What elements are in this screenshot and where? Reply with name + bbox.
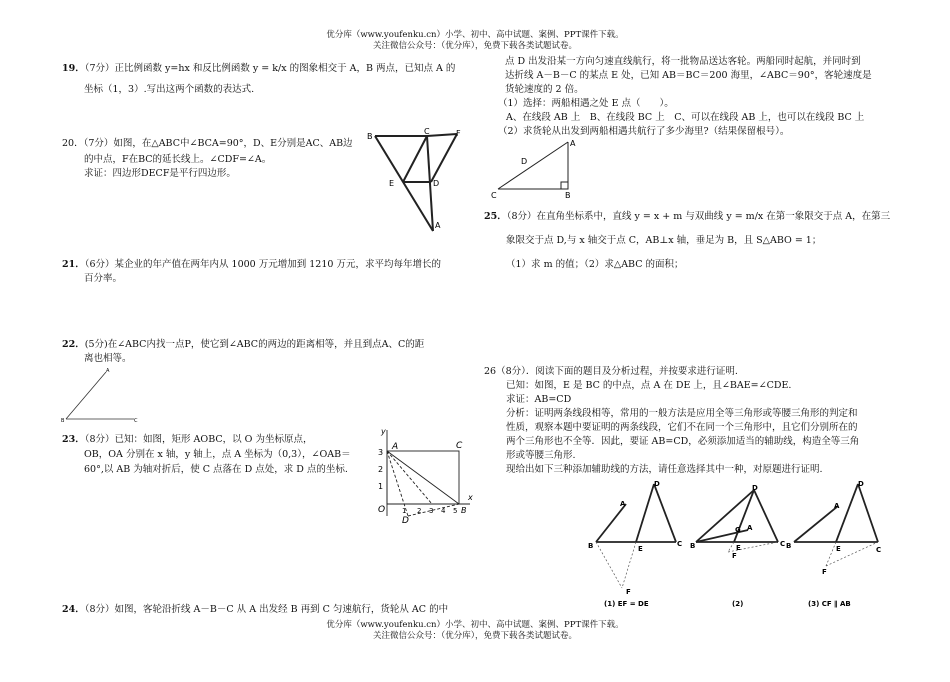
label-E: E bbox=[389, 179, 395, 188]
subquestion-1: （1）选择：两船相遇之处 E 点（ ）。 bbox=[498, 98, 674, 109]
axis-y-label: y bbox=[381, 427, 386, 436]
fig3-label-D: D bbox=[858, 480, 864, 488]
task-instruction: 现给出如下三种添加辅助线的方法，请任意选择其中一种，对原题进行证明. bbox=[506, 464, 823, 475]
fig2-label-E: E bbox=[736, 544, 741, 552]
label-C: C bbox=[134, 418, 138, 424]
tick-x-5: 5 bbox=[453, 507, 458, 515]
fig1-label-A: A bbox=[620, 500, 626, 508]
label-C: C bbox=[491, 191, 497, 200]
header-line-2: 关注微信公众号：（优分库），免费下载各类试题试卷。 bbox=[372, 41, 577, 51]
fig2-label-A: A bbox=[747, 524, 753, 532]
question-text-cont: 坐标（1，3）.写出这两个函数的表达式. bbox=[84, 84, 255, 95]
tick-x-3: 3 bbox=[429, 507, 434, 515]
question-21 bbox=[62, 258, 482, 286]
analysis-line-1: 分析：证明两条线段相等，常用的一般方法是应用全等三角形或等腰三角形的判定和 bbox=[506, 408, 858, 419]
question-text: （7分）如图，在△ABC中∠BCA=90°，D、E分别是AC、AB边 bbox=[83, 138, 353, 149]
label-C: C bbox=[424, 128, 430, 136]
question-text-cont: 象限交于点 D,与 x 轴交于点 C，AB⊥x 轴，垂足为 B，且 S△ABO = 1； bbox=[506, 235, 822, 246]
question-text-cont: 求证：四边形DECF是平行四边形。 bbox=[84, 168, 236, 179]
fig1-label-D: D bbox=[654, 480, 660, 488]
fig1-caption: (1) EF = DE bbox=[604, 600, 649, 608]
fig1-label-F: F bbox=[626, 588, 631, 596]
axis-x-label: x bbox=[468, 493, 473, 502]
question-text-cont: 60°,以 AB 为轴对折后，使 C 点落在 D 点处，求 D 点的坐标. bbox=[84, 464, 348, 475]
question-text: (5分)在∠ABC内找一点P，使它到∠ABC的两边的距离相等，并且到点A、C的距 bbox=[84, 339, 425, 350]
question-24-continued bbox=[505, 55, 905, 97]
fig3-caption: (3) CF ∥ AB bbox=[808, 600, 851, 608]
figure-1 bbox=[596, 484, 676, 542]
question-text-cont: 达折线 A－B－C 的某点 E 处，已知 AB＝BC＝200 海里，∠ABC＝90°，客轮速度是 bbox=[505, 70, 872, 81]
fig3-label-C: C bbox=[876, 546, 882, 554]
question-19 bbox=[62, 62, 482, 97]
label-D: D bbox=[521, 157, 528, 166]
analysis-line-4: 形或等腰三角形. bbox=[506, 450, 576, 461]
question-text-cont: 货轮速度的 2 倍。 bbox=[505, 84, 584, 95]
label-D: D bbox=[433, 179, 440, 188]
question-25 bbox=[484, 210, 914, 272]
tick-y-1: 1 bbox=[378, 482, 384, 491]
question-number: 19． bbox=[62, 63, 85, 74]
analysis-line-2: 性质，观察本题中要证明的两条线段，它们不在同一个三角形中，且它们分别所在的 bbox=[506, 422, 858, 433]
q22-angle-figure bbox=[58, 364, 148, 426]
fig3-label-A: A bbox=[834, 502, 840, 510]
tick-x-1: 1 bbox=[402, 507, 407, 515]
known-condition: 已知：如图，E 是 BC 的中点，点 A 在 DE 上，且∠BAE=∠CDE. bbox=[506, 380, 792, 391]
figure-2 bbox=[696, 490, 778, 542]
question-text: （8分）在直角坐标系中，直线 y = x + m 与双曲线 y = m/x 在第一象限交于点 A，在第三 bbox=[506, 211, 891, 222]
label-O: O bbox=[378, 505, 386, 515]
question-text-cont: 离也相等。 bbox=[84, 353, 132, 364]
fig3-label-F: F bbox=[822, 568, 827, 576]
q20-triangle-figure bbox=[365, 128, 475, 243]
question-number: 20． bbox=[62, 138, 84, 149]
analysis-line-3: 两个三角形也不全等．因此，要证 AB=CD，必须添加适当的辅助线，构造全等三角 bbox=[506, 436, 860, 447]
prove-statement: 求证：AB=CD bbox=[506, 394, 572, 405]
q26-figures bbox=[586, 476, 886, 612]
label-F: F bbox=[456, 129, 461, 138]
tick-x-2: 2 bbox=[417, 507, 422, 515]
label-B: B bbox=[565, 191, 571, 200]
q24-triangle-figure bbox=[488, 136, 583, 202]
figure-3 bbox=[794, 484, 878, 542]
label-A: A bbox=[392, 442, 399, 452]
label-B: B bbox=[461, 506, 467, 515]
subquestion-2: （2）求货轮从出发到两船相遇共航行了多少海里?（结果保留根号）。 bbox=[498, 126, 790, 137]
fig1-label-B: B bbox=[588, 542, 594, 550]
fig1-label-E: E bbox=[638, 545, 643, 553]
question-number: 26（8分） bbox=[484, 366, 526, 377]
question-text: （7分）正比例函数 y=hx 和反比例函数 y = k/x 的图象相交于 A，B 两点，已知点 A 的 bbox=[84, 63, 456, 74]
fig2-caption: (2) bbox=[732, 600, 744, 608]
question-20 bbox=[62, 137, 362, 181]
label-B: B bbox=[367, 132, 373, 141]
label-C: C bbox=[456, 441, 463, 451]
question-22 bbox=[62, 338, 482, 366]
question-24 bbox=[62, 603, 482, 617]
question-number: 25． bbox=[484, 211, 507, 222]
fig2-label-D: D bbox=[752, 484, 758, 492]
header-line-1: 优分库（www.youfenku.cn）小学、初中、高中试题、案例、PPT课件下载。 bbox=[326, 30, 624, 40]
question-number: 22． bbox=[62, 339, 85, 350]
question-text: （8分）已知：如图，矩形 AOBC，以 O 为坐标原点， bbox=[84, 434, 313, 445]
fig2-label-F: F bbox=[732, 552, 737, 560]
fig3-label-B: B bbox=[786, 542, 792, 550]
answer-options: A、在线段 AB 上 B、在线段 BC 上 C、可以在线段 AB 上，也可以在线段 BC 上 bbox=[506, 112, 865, 123]
question-text: ．阅读下面的题目及分析过程，并按要求进行证明. bbox=[525, 366, 738, 377]
question-text-cont: 点 D 出发沿某一方向匀速直线航行，将一批物品送达客轮。两船同时起航，并同时到 bbox=[505, 56, 861, 67]
q23-coordinate-figure bbox=[372, 424, 477, 524]
question-text-cont: 百分率。 bbox=[84, 273, 123, 284]
tick-y-3: 3 bbox=[378, 448, 384, 457]
question-23 bbox=[62, 433, 374, 477]
question-number: 24． bbox=[62, 604, 85, 615]
tick-y-2: 2 bbox=[378, 465, 384, 474]
fig1-label-C: C bbox=[677, 540, 683, 548]
tick-x-4: 4 bbox=[441, 507, 446, 515]
question-text: （8分）如图，客轮沿折线 A－B－C 从 A 出发经 B 再到 C 匀速航行，货轮从 AC 的中 bbox=[84, 604, 449, 615]
label-A: A bbox=[570, 139, 576, 148]
footer-line-1: 优分库（www.youfenku.cn）小学、初中、高中试题、案例、PPT课件下载。 bbox=[326, 620, 624, 630]
question-text-cont: OB，OA 分别在 x 轴，y 轴上，点 A 坐标为（0,3），∠OAB＝ bbox=[84, 449, 351, 460]
page-footer bbox=[0, 620, 950, 642]
question-26 bbox=[484, 365, 914, 477]
label-A: A bbox=[435, 221, 441, 230]
label-A: A bbox=[106, 368, 110, 374]
question-24-subparts bbox=[498, 97, 908, 139]
fig3-label-E: E bbox=[836, 545, 841, 553]
question-text-cont: 的中点，F在BC的延长线上。∠CDF=∠A。 bbox=[84, 154, 272, 165]
question-number: 23． bbox=[62, 434, 85, 445]
fig2-label-C: C bbox=[780, 540, 786, 548]
fig2-label-B: B bbox=[690, 542, 696, 550]
footer-line-2: 关注微信公众号：（优分库），免费下载各类试题试卷。 bbox=[372, 631, 577, 641]
question-text: （6分）某企业的年产值在两年内从 1000 万元增加到 1210 万元，求平均每年增长的 bbox=[84, 259, 441, 270]
label-B: B bbox=[61, 418, 65, 424]
fig2-label-G: G bbox=[735, 526, 741, 534]
question-number: 21． bbox=[62, 259, 85, 270]
label-D: D bbox=[402, 516, 409, 524]
page-header bbox=[0, 30, 950, 52]
question-text-cont: （1）求 m 的值；（2）求△ABC 的面积； bbox=[506, 259, 684, 270]
